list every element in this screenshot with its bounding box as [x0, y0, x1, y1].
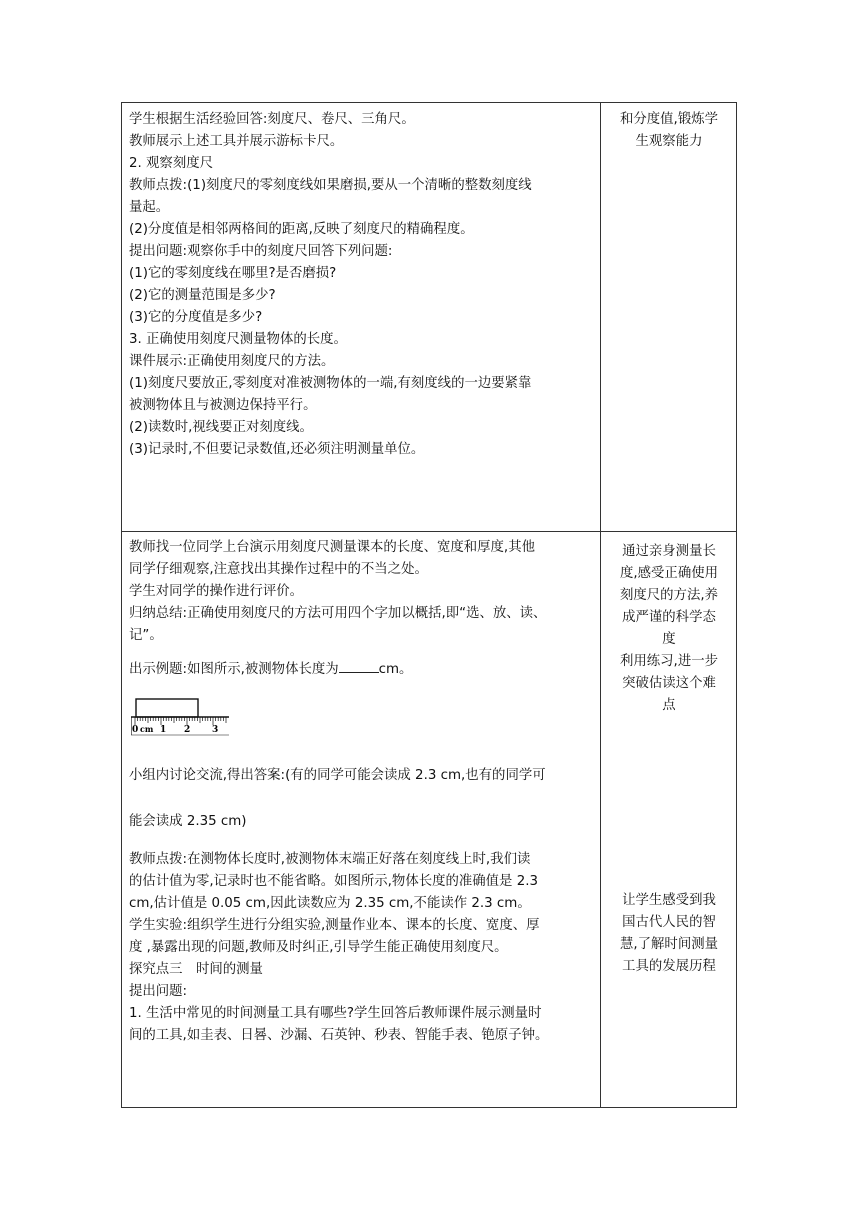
text-line: 教师点拨:(1)刻度尺的零刻度线如果磨损,要从一个清晰的整数刻度线 — [129, 178, 532, 193]
ruler-unit: cm — [140, 724, 154, 734]
text-line: 1. 生活中常见的时间测量工具有哪些?学生回答后教师课件展示测量时 — [129, 1006, 542, 1021]
text-line: 教师点拨:在测物体长度时,被测物体末端正好落在刻度线上时,我们读 — [129, 852, 531, 867]
text-line: 的估计值为零,记录时也不能省略。如图所示,物体长度的准确值是 2.3 — [129, 874, 539, 889]
text-line: (2)它的测量范围是多少? — [129, 288, 276, 303]
note-line: 度 — [662, 632, 676, 647]
text-line: (3)它的分度值是多少? — [129, 310, 263, 325]
text-line: cm,估计值是 0.05 cm,因此读数应为 2.35 cm,不能读作 2.3 cm。 — [129, 896, 531, 911]
text-line: 2. 观察刻度尺 — [129, 156, 213, 171]
text-line: (2)读数时,视线要正对刻度线。 — [129, 420, 313, 435]
note-line: 生观察能力 — [635, 134, 703, 149]
lesson-table — [121, 102, 737, 1108]
note-line: 点 — [662, 698, 676, 713]
example-prefix: 出示例题:如图所示,被测物体长度为 — [129, 662, 339, 677]
text-line: 归纳总结:正确使用刻度尺的方法可用四个字加以概括,即“选、放、读、 — [129, 606, 547, 621]
text-line: 被测物体且与被测边保持平行。 — [129, 398, 317, 413]
example-question — [129, 659, 597, 681]
text-line: (1)刻度尺要放正,零刻度对准被测物体的一端,有刻度线的一边要紧靠 — [129, 376, 532, 391]
text-line: 教师找一位同学上台演示用刻度尺测量课本的长度、宽度和厚度,其他 — [129, 540, 535, 555]
note-line: 利用练习,进一步 — [620, 654, 718, 669]
text-line: 学生实验:组织学生进行分组实验,测量作业本、课本的长度、宽度、厚 — [129, 918, 540, 933]
ruler-label-0: 0 — [132, 725, 139, 735]
text-line: 3. 正确使用刻度尺测量物体的长度。 — [129, 332, 347, 347]
text-line: 学生对同学的操作进行评价。 — [129, 584, 304, 599]
discussion-line: 小组内讨论交流,得出答案:(有的同学可能会读成 2.3 cm,也有的同学可 — [129, 768, 546, 783]
text-line: 间的工具,如圭表、日晷、沙漏、石英钟、秒表、智能手表、铯原子钟。 — [129, 1028, 549, 1043]
note-line: 成严谨的科学态 — [622, 610, 716, 625]
note-line: 刻度尺的方法,养 — [620, 588, 718, 603]
note-line: 度,感受正确使用 — [620, 566, 718, 581]
note-line: 突破估读这个难 — [622, 676, 716, 691]
text-line: 课件展示:正确使用刻度尺的方法。 — [129, 354, 335, 369]
text-line: 提出问题:观察你手中的刻度尺回答下列问题: — [129, 244, 393, 259]
ruler-figure — [131, 695, 231, 755]
note-line: 国古代人民的智 — [622, 915, 716, 930]
section2-content — [129, 537, 597, 1047]
text-line: 记”。 — [129, 628, 163, 643]
text-line: 教师展示上述工具并展示游标卡尺。 — [129, 134, 344, 149]
note-line: 慧,了解时间测量 — [620, 937, 718, 952]
text-line: 探究点三 时间的测量 — [129, 962, 263, 977]
ruler-label-2: 2 — [184, 725, 191, 735]
ruler-label-1: 1 — [160, 725, 167, 735]
note-line: 通过亲身测量长 — [622, 544, 716, 559]
text-line: (1)它的零刻度线在哪里?是否磨损? — [129, 266, 337, 281]
note-line: 让学生感受到我 — [622, 893, 716, 908]
section2-notes-a — [606, 541, 732, 717]
example-suffix: cm。 — [378, 662, 413, 677]
measured-object — [136, 699, 198, 717]
section1-content — [129, 109, 597, 461]
column-divider — [600, 103, 601, 1107]
note-line: 工具的发展历程 — [622, 959, 716, 974]
section1-notes — [606, 109, 732, 153]
text-line: 量起。 — [129, 200, 170, 215]
answer-blank — [339, 660, 379, 673]
text-line: (3)记录时,不但要记录数值,还必须注明测量单位。 — [129, 442, 425, 457]
text-line: 同学仔细观察,注意找出其操作过程中的不当之处。 — [129, 562, 428, 577]
text-line: (2)分度值是相邻两格间的距离,反映了刻度尺的精确程度。 — [129, 222, 474, 237]
text-line: 度 ,暴露出现的问题,教师及时纠正,引导学生能正确使用刻度尺。 — [129, 940, 508, 955]
row-divider — [122, 531, 736, 532]
section2-notes-b — [606, 890, 732, 978]
text-line: 提出问题: — [129, 984, 188, 999]
discussion-line: 能会读成 2.35 cm) — [129, 814, 247, 829]
text-line: 学生根据生活经验回答:刻度尺、卷尺、三角尺。 — [129, 112, 415, 127]
note-line: 和分度值,锻炼学 — [620, 112, 718, 127]
ruler-label-3: 3 — [212, 725, 219, 735]
